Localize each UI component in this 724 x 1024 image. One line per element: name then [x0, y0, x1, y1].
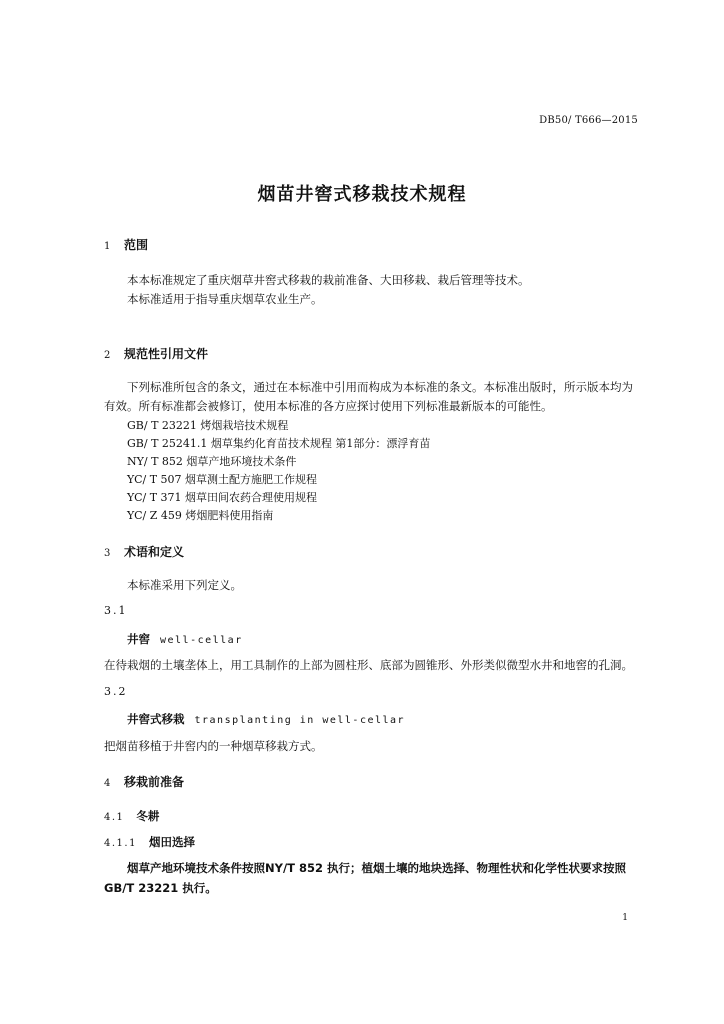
reference-item: NY/ T 852 烟草产地环境技术条件 — [127, 455, 297, 468]
term-3-1 — [127, 631, 243, 647]
subsection-4-1-1-number: 4.1.1 — [104, 838, 137, 849]
reference-item: YC/ T 507 烟草测土配方施肥工作规程 — [127, 473, 318, 486]
term-3-2-definition: 把烟苗移植于井窖内的一种烟草移栽方式。 — [104, 739, 323, 753]
section-4-number: 4 — [104, 778, 111, 789]
reference-item: GB/ T 23221 烤烟栽培技术规程 — [127, 419, 289, 432]
term-chinese: 井窖式移栽 — [127, 712, 185, 726]
scope-paragraph-1: 本本标准规定了重庆烟草井窖式移栽的栽前准备、大田移栽、栽后管理等技术。 — [127, 273, 530, 287]
definitions-intro: 本标准采用下列定义。 — [127, 578, 242, 592]
term-3-1-definition: 在待栽烟的土壤垄体上，用工具制作的上部为圆柱形、底部为圆锥形、外形类似微型水井和地窖的孔洞。 — [104, 658, 633, 672]
field-selection-paragraph: 烟草产地环境技术条件按照NY/T 852 执行；植烟土壤的地块选择、物理性状和化学性状要求按照GB/T 23221 执行。 — [104, 861, 627, 895]
subsection-4-1-heading — [104, 808, 159, 824]
subsection-4-1-1-heading — [104, 834, 195, 850]
scope-paragraph-2: 本标准适用于指导重庆烟草农业生产。 — [127, 292, 323, 306]
document-title: 烟苗井窖式移栽技术规程 — [257, 184, 467, 205]
reference-item: YC/ Z 459 烤烟肥料使用指南 — [127, 509, 274, 522]
section-1-title: 范围 — [124, 238, 149, 252]
section-2-number: 2 — [104, 350, 111, 361]
section-4-heading — [104, 773, 184, 790]
section-3-heading — [104, 543, 184, 560]
subsection-4-1-number: 4.1 — [104, 812, 125, 823]
reference-item: YC/ T 371 烟草田间农药合理使用规程 — [127, 491, 318, 504]
reference-item: GB/ T 25241.1 烟草集约化育苗技术规程 第1部分：漂浮育苗 — [127, 437, 431, 450]
term-english: transplanting in well-cellar — [194, 715, 406, 726]
subsection-4-1-title: 冬耕 — [136, 809, 160, 823]
section-2-title: 规范性引用文件 — [124, 347, 209, 361]
term-chinese: 井窖 — [127, 632, 150, 646]
normative-references-intro: 下列标准所包含的条文，通过在本标准中引用而构成为本标准的条文。本标准出版时，所示版本均为有效。所有标准都会被修订，使用本标准的各方应探讨使用下列标准最新版本的可能性。 — [104, 380, 633, 413]
section-2-heading — [104, 345, 208, 362]
section-4-title: 移栽前准备 — [124, 775, 185, 789]
term-3-2 — [127, 711, 405, 727]
term-3-1-number: 3.1 — [104, 604, 128, 617]
section-1-heading — [104, 236, 148, 253]
page-number: 1 — [622, 913, 628, 923]
section-3-number: 3 — [104, 548, 111, 559]
section-1-number: 1 — [104, 241, 111, 252]
term-3-2-number: 3.2 — [104, 685, 128, 698]
term-english: well-cellar — [160, 635, 243, 646]
standard-number: DB50/ T666—2015 — [539, 115, 638, 126]
subsection-4-1-1-title: 烟田选择 — [148, 835, 195, 849]
section-3-title: 术语和定义 — [124, 545, 185, 559]
